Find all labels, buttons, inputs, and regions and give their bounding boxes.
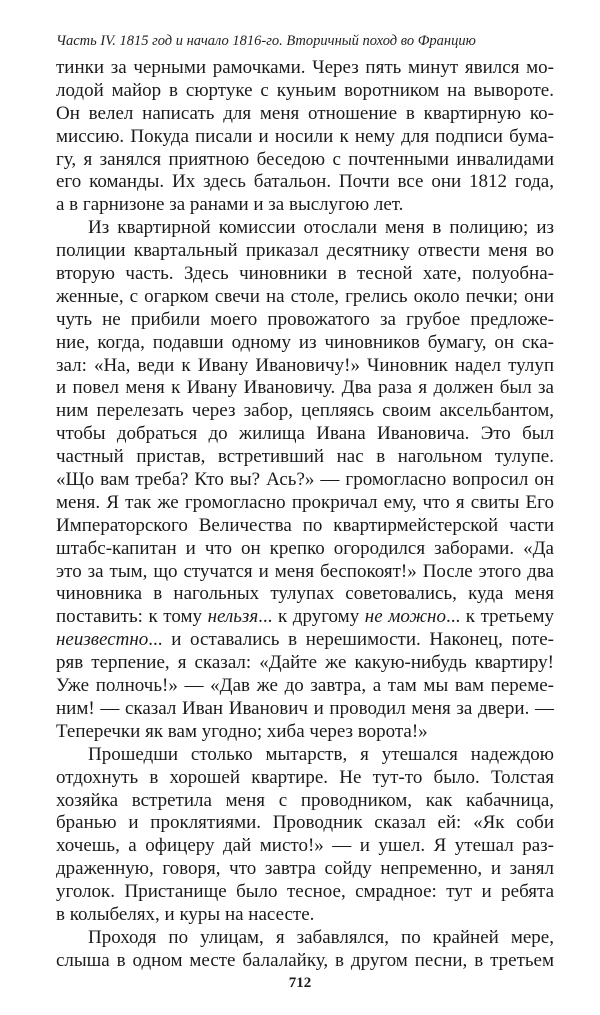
text-line — [56, 194, 554, 217]
text-line — [56, 217, 554, 240]
text-segment: ряв терпение, я сказал: «Дайте же какую-нибудь квартиру! — [56, 652, 554, 674]
text-line — [56, 57, 554, 80]
text-line — [56, 171, 554, 194]
text-segment: Проходя по улицам, я забавлялся, по крайней мере, — [88, 926, 554, 948]
text-segment: чтобы добраться до жилища Ивана Ивановича. Это был — [56, 423, 554, 445]
text-segment: Прошедши столько мытарств, я утешался надеждою — [88, 743, 554, 765]
text-segment: слыша в одном месте балалайку, в другом песни, в третьем — [56, 949, 554, 971]
text-segment: меня. Я так же громогласно прокричал ему, что я свиты Его — [56, 491, 554, 513]
italic-text: неизвестно — [56, 629, 149, 651]
text-segment: зал: «На, веди к Ивану Ивановичу!» Чиновник надел тулуп — [56, 354, 554, 376]
text-line — [56, 675, 554, 698]
text-segment: бранью и проклятиями. Проводник сказал ей: «Як соби — [56, 812, 554, 834]
text-segment: поставить: к тому — [56, 606, 208, 628]
text-line — [56, 446, 554, 469]
text-line — [56, 423, 554, 446]
text-segment: ним! — сказал Иван Иванович и проводил меня за двери. — — [56, 697, 554, 719]
paragraph — [56, 57, 554, 217]
text-segment: драженную, говоря, что завтра сойду непременно, и занял — [56, 858, 554, 880]
text-segment: тинки за черными рамочками. Через пять минут явился мо- — [56, 57, 554, 78]
text-line — [56, 309, 554, 332]
text-segment: лодой майор в сюртуке с куньим воротником на вывороте. — [56, 79, 554, 101]
text-segment: отдохнуть в хорошей квартире. Не тут-то было. Толстая — [56, 766, 554, 788]
paragraph — [56, 744, 554, 927]
text-line — [56, 538, 554, 561]
text-line — [56, 332, 554, 355]
text-line — [56, 80, 554, 103]
text-line — [56, 904, 554, 927]
text-line — [56, 812, 554, 835]
text-line — [56, 240, 554, 263]
text-line — [56, 103, 554, 126]
text-line — [56, 721, 554, 744]
text-line — [56, 790, 554, 813]
page-body-text — [56, 57, 554, 973]
text-segment: вторую часть. Здесь чиновники в тесной хате, полуобна- — [56, 263, 554, 285]
text-segment: хозяйка встретила меня с проводником, как кабачница, — [56, 789, 554, 811]
text-line — [56, 355, 554, 378]
text-segment: частный пристав, встретивший нас в нагольном тулупе. — [56, 446, 554, 468]
text-segment: это за тым, що стучатся и меня беспокоят!» После этого два — [56, 560, 554, 582]
text-segment: ... к третьему — [445, 606, 554, 628]
paragraph — [56, 927, 554, 973]
text-segment: хочешь, а офицеру дай мисто!» — и ушел. Я утешал раз- — [56, 835, 554, 857]
text-segment: ... и оставались в нерешимости. Наконец, поте- — [148, 629, 554, 651]
text-line — [56, 149, 554, 172]
text-line — [56, 377, 554, 400]
text-segment: миссию. Покуда писали и носили к нему для подписи бума- — [56, 125, 554, 147]
text-segment: Он велел написать для меня отношение в квартирную ко- — [56, 102, 554, 124]
text-line — [56, 698, 554, 721]
text-line — [56, 652, 554, 675]
text-segment: Императорского Величества по квартирмейстерской части — [56, 514, 554, 536]
text-line — [56, 400, 554, 423]
text-segment: уголок. Пристанище было тесное, смрадное: тут и ребята — [56, 881, 554, 903]
text-line — [56, 767, 554, 790]
page-number: 712 — [288, 975, 312, 991]
text-segment: «Що вам треба? Кто вы? Ась?» — громогласно вопросил он — [56, 469, 554, 491]
text-line — [56, 744, 554, 767]
text-segment: а в гарнизоне за ранами и за выслугою лет. — [56, 194, 404, 216]
text-line — [56, 561, 554, 584]
text-segment: ним перелезать через забор, цепляясь своим аксельбантом, — [56, 400, 554, 422]
italic-text: не можно — [364, 606, 446, 628]
text-line — [56, 492, 554, 515]
text-segment: чуть не прибили моего провожатого за грубое предложе- — [56, 308, 554, 330]
text-line — [56, 126, 554, 149]
text-line — [56, 629, 554, 652]
text-segment: и повел меня к Ивану Ивановичу. Два раза я должен был за — [56, 377, 554, 399]
text-segment: ние, когда, подавши одному из чиновников бумагу, он ска- — [56, 331, 554, 353]
text-line — [56, 858, 554, 881]
text-segment: Уже полночь!» — «Дав же до завтра, а там мы вам переме- — [56, 675, 554, 697]
text-line — [56, 286, 554, 309]
text-line — [56, 263, 554, 286]
text-segment: штабс-капитан и что он крепко огородился заборами. «Да — [56, 537, 554, 559]
text-segment: ... к другому — [258, 606, 365, 628]
text-segment: в колыбелях, и куры на насесте. — [56, 903, 315, 925]
text-line — [56, 950, 554, 973]
text-segment: гу, я занялся приятною беседою с почтенными инвалидами — [56, 148, 554, 170]
text-line — [56, 881, 554, 904]
text-segment: чиновника в нагольных тулупах советовались, куда меня — [56, 583, 554, 605]
text-line — [56, 515, 554, 538]
text-line — [56, 606, 554, 629]
running-header: Часть IV. 1815 год и начало 1816-го. Вторичный поход во Францию — [56, 33, 476, 49]
text-segment: Из квартирной комиссии отослали меня в полицию; из — [88, 217, 554, 239]
text-segment: его команды. Их здесь батальон. Почти все они 1812 года, — [56, 171, 554, 193]
text-line — [56, 469, 554, 492]
paragraph — [56, 217, 554, 743]
text-line — [56, 583, 554, 606]
text-segment: женные, с огарком свечи на столе, грелись около печки; они — [56, 285, 554, 307]
italic-text: нельзя — [207, 606, 259, 628]
text-line — [56, 835, 554, 858]
text-segment: полиции квартальный приказал десятнику отвести меня во — [56, 240, 554, 262]
text-segment: Теперечки як вам угодно; хиба через ворота!» — [56, 720, 428, 742]
text-line — [56, 927, 554, 950]
